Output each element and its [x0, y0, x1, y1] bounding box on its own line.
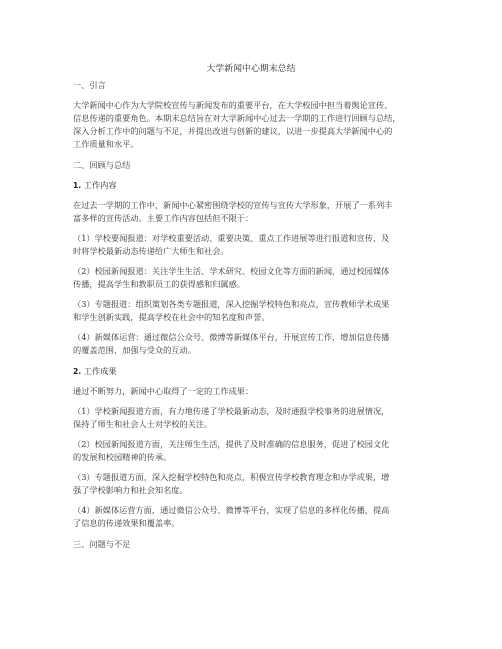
subheading-work-results: [73, 365, 429, 378]
intro-line: 信息传递的重要角色。本期末总结旨在对大学新闻中心过去一学期的工作进行回顾与总结，: [73, 113, 401, 123]
list-item: [73, 504, 429, 530]
work-content-intro: [73, 199, 429, 225]
list-item: [73, 471, 429, 497]
paragraph-line: 和学生创新实践，提高学校在社会中的知名度和声誉。: [73, 312, 270, 322]
paragraph-line: 强了学校影响力和社会知名度。: [73, 485, 188, 495]
paragraph-line: 的发展和校园精神的传承。: [73, 452, 172, 462]
subheading-title: 工作成果: [83, 366, 117, 376]
paragraph-line: （1）学校新闻报道方面，有力地传递了学校最新动态，及时通报学校事务的进展情况，: [73, 406, 390, 416]
paragraph-line: （1）学校要闻报道：对学校重要活动、重要决策、重点工作进展等进行报道和宣传，及: [73, 233, 390, 243]
paragraph-line: （3）专题报道：组织策划各类专题报道，深入挖掘学校特色和亮点，宣传教师学术成果: [73, 299, 390, 309]
work-results-intro: [73, 385, 429, 398]
section-heading-problems: 三、问题与不足: [73, 539, 131, 549]
intro-paragraph: [73, 99, 429, 151]
paragraph-line: 富多样的宣传活动。主要工作内容包括但不限于：: [73, 213, 254, 223]
intro-line: 工作质量和水平。: [73, 139, 139, 149]
paragraph-line: 保持了师生和社会人士对学校的关注。: [73, 419, 213, 429]
list-item: [73, 298, 429, 324]
subheading-work-content: [73, 179, 429, 192]
intro-line: 大学新闻中心作为大学院校宣传与新闻发布的重要平台，在大学校园中担当着舆论宣传、: [73, 100, 393, 110]
paragraph-line: （2）校园新闻报道方面，关注师生生活，提供了及时准确的信息服务，促进了校园文化: [73, 439, 390, 449]
subheading-title: 工作内容: [83, 180, 117, 190]
document-body: [73, 79, 429, 551]
section-heading-review: 二、回顾与总结: [73, 160, 131, 170]
subheading-number: 1.: [73, 181, 82, 190]
paragraph-line: （4）新媒体运营方面，通过微信公众号、微博等平台，实现了信息的多样化传播，提高: [73, 505, 390, 515]
list-item: [73, 331, 429, 357]
paragraph-line: 通过不断努力，新闻中心取得了一定的工作成果：: [73, 386, 254, 396]
list-item: [73, 438, 429, 464]
section-heading-intro: 一、引言: [73, 80, 106, 90]
paragraph-line: 传播，提高学生和教职员工的获得感和归属感。: [73, 279, 245, 289]
list-item: [73, 265, 429, 291]
document-title: 大学新闻中心期末总结: [206, 64, 296, 74]
subheading-number: 2.: [73, 367, 82, 376]
paragraph-line: 了信息的传递效果和覆盖率。: [73, 518, 180, 528]
paragraph-line: 的覆盖范围，加强与受众的互动。: [73, 345, 196, 355]
paragraph-line: 在过去一学期的工作中，新闻中心紧密围绕学校的宣传与宣传大学形象，开展了一系列丰: [73, 200, 393, 210]
paragraph-line: （4）新媒体运营：通过微信公众号、微博等新媒体平台，开展宣传工作，增加信息传播: [73, 332, 390, 342]
list-item: [73, 405, 429, 431]
list-item: [73, 232, 429, 258]
paragraph-line: （3）专题报道方面，深入挖掘学校特色和亮点，积极宣传学校教育理念和办学成果，增: [73, 472, 390, 482]
paragraph-line: （2）校园新闻报道：关注学生生活、学术研究、校园文化等方面的新闻，通过校园媒体: [73, 266, 390, 276]
paragraph-line: 时将学校最新动态传递给广大师生和社会。: [73, 246, 229, 256]
intro-line: 深入分析工作中的问题与不足，并提出改进与创新的建议，以进一步提高大学新闻中心的: [73, 126, 393, 136]
